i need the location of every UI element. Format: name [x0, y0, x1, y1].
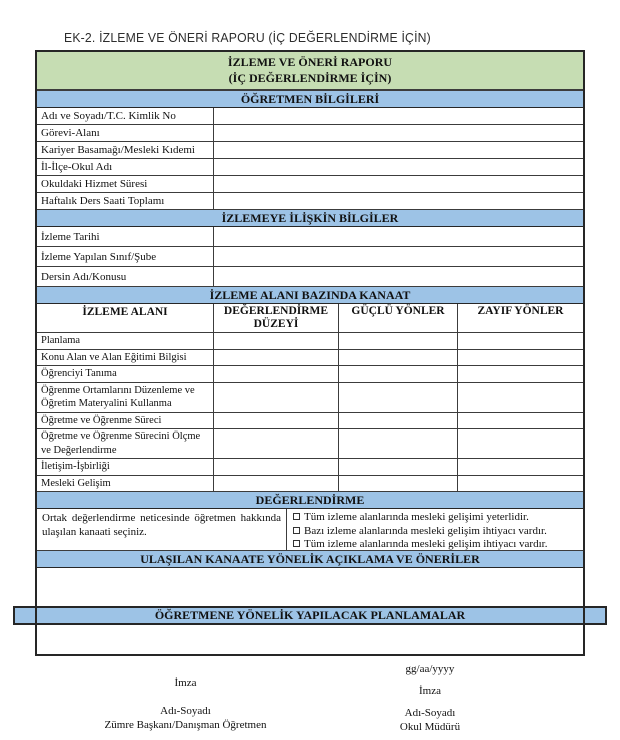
signature-block-principal: [330, 662, 530, 734]
assessment-area-label: İletişim-İşbirliği: [37, 459, 214, 475]
field-label-name-id: Adı ve Soyadı/T.C. Kimlik No: [37, 108, 214, 124]
table-row: [37, 247, 583, 267]
table-row: [37, 476, 583, 493]
section-header-assessment: İZLEME ALANI BAZINDA KANAAT: [37, 287, 583, 304]
evaluation-prompt: Ortak değerlendirme neticesinde öğretmen hakkında ulaşılan kanaati seçiniz.: [37, 509, 287, 550]
table-row: [37, 413, 583, 430]
field-value-career-seniority[interactable]: [214, 142, 583, 158]
table-row: [37, 193, 583, 210]
assessment-area-label: Öğretme ve Öğrenme Süreci: [37, 413, 214, 429]
assessment-area-label: Konu Alan ve Alan Eğitimi Bilgisi: [37, 350, 214, 366]
table-row: [37, 383, 583, 413]
assessment-area-label: Öğretme ve Öğrenme Sürecini Ölçme ve Değerlendirme: [37, 429, 214, 458]
assessment-level-cell[interactable]: [214, 476, 339, 492]
form-main-header-line2: (İÇ DEĞERLENDİRME İÇİN): [228, 71, 392, 85]
assessment-weakness-cell[interactable]: [458, 333, 583, 349]
column-header-monitoring-area: İZLEME ALANI: [37, 304, 214, 332]
evaluation-option[interactable]: [293, 511, 579, 525]
section-header-opinion: ULAŞILAN KANAATE YÖNELİK AÇIKLAMA VE ÖNERİLER: [37, 551, 583, 568]
evaluation-option-label: Tüm izleme alanlarında mesleki gelişim ihtiyacı vardır.: [304, 538, 548, 550]
table-row: [37, 429, 583, 459]
checkbox-icon[interactable]: [293, 513, 300, 520]
opinion-text-area[interactable]: [37, 568, 583, 606]
section-header-planning: ÖĞRETMENE YÖNELİK YAPILACAK PLANLAMALAR: [13, 606, 607, 625]
field-value-name-id[interactable]: [214, 108, 583, 124]
field-value-province-school[interactable]: [214, 159, 583, 175]
column-header-weaknesses: ZAYIF YÖNLER: [477, 305, 564, 317]
signature-name-label: Adı-Soyadı: [160, 705, 211, 717]
form-main-header-line1: İZLEME VE ÖNERİ RAPORU: [227, 55, 393, 69]
table-row: [37, 366, 583, 383]
section-header-monitoring-info: İZLEMEYE İLİŞKİN BİLGİLER: [37, 210, 583, 227]
report-form-table: [35, 50, 585, 656]
assessment-level-cell[interactable]: [214, 459, 339, 475]
field-value-duty-branch[interactable]: [214, 125, 583, 141]
signature-name-label: Adı-Soyadı: [404, 707, 456, 719]
assessment-level-cell[interactable]: [214, 333, 339, 349]
assessment-strength-cell[interactable]: [339, 413, 458, 429]
table-row: [37, 459, 583, 476]
signature-role-label: Okul Müdürü: [399, 721, 461, 733]
assessment-weakness-cell[interactable]: [458, 383, 583, 412]
table-row: [37, 108, 583, 125]
evaluation-row: [37, 509, 583, 551]
field-label-province-school: İl-İlçe-Okul Adı: [37, 159, 214, 175]
field-value-monitoring-date[interactable]: [214, 227, 583, 246]
planning-text-area[interactable]: [37, 625, 583, 654]
field-value-weekly-hours[interactable]: [214, 193, 583, 209]
table-row: [37, 333, 583, 350]
assessment-weakness-cell[interactable]: [458, 366, 583, 382]
assessment-strength-cell[interactable]: [339, 333, 458, 349]
assessment-column-header-row: [37, 304, 583, 333]
field-value-service-time[interactable]: [214, 176, 583, 192]
section-header-teacher-info: ÖĞRETMEN BİLGİLERİ: [37, 91, 583, 108]
evaluation-option-label: Tüm izleme alanlarında mesleki gelişimi yeterlidir.: [304, 511, 529, 523]
assessment-level-cell[interactable]: [214, 350, 339, 366]
field-label-monitoring-date: İzleme Tarihi: [37, 227, 214, 246]
assessment-weakness-cell[interactable]: [458, 459, 583, 475]
section-header-evaluation: DEĞERLENDİRME: [37, 492, 583, 509]
table-row: [37, 176, 583, 193]
checkbox-icon[interactable]: [293, 540, 300, 547]
form-main-header: [37, 52, 583, 91]
table-row: [37, 350, 583, 367]
column-header-evaluation-level: DEĞERLENDİRME DÜZEYİ: [214, 304, 339, 332]
field-label-duty-branch: Görevi-Alanı: [37, 125, 214, 141]
field-label-weekly-hours: Haftalık Ders Saati Toplamı: [37, 193, 214, 209]
signature-date-placeholder: gg/aa/yyyy: [405, 663, 455, 675]
signature-imza-label: İmza: [419, 685, 441, 697]
column-header-strengths: GÜÇLÜ YÖNLER: [339, 304, 458, 332]
assessment-weakness-cell[interactable]: [458, 476, 583, 492]
checkbox-icon[interactable]: [293, 527, 300, 534]
assessment-area-label: Planlama: [37, 333, 214, 349]
field-value-class-branch[interactable]: [214, 247, 583, 266]
table-row: [37, 159, 583, 176]
assessment-strength-cell[interactable]: [339, 476, 458, 492]
signature-block-advisor: [88, 676, 283, 732]
assessment-strength-cell[interactable]: [339, 383, 458, 412]
assessment-weakness-cell[interactable]: [458, 413, 583, 429]
assessment-area-label: Öğrenme Ortamlarını Düzenleme ve Öğretim Materyalini Kullanma: [37, 383, 214, 412]
assessment-strength-cell[interactable]: [339, 429, 458, 458]
table-row: [37, 142, 583, 159]
table-row: [37, 125, 583, 142]
field-label-service-time: Okuldaki Hizmet Süresi: [37, 176, 214, 192]
field-label-lesson-topic: Dersin Adı/Konusu: [37, 267, 214, 286]
table-row: [37, 267, 583, 287]
field-label-career-seniority: Kariyer Basamağı/Mesleki Kıdemi: [37, 142, 214, 158]
assessment-level-cell[interactable]: [214, 383, 339, 412]
assessment-area-label: Mesleki Gelişim: [37, 476, 214, 492]
assessment-strength-cell[interactable]: [339, 366, 458, 382]
signature-imza-label: İmza: [174, 677, 197, 689]
table-row: [37, 227, 583, 247]
evaluation-options: [287, 509, 583, 550]
assessment-level-cell[interactable]: [214, 429, 339, 458]
evaluation-option-label: Bazı izleme alanlarında mesleki gelişim ihtiyacı vardır.: [304, 524, 547, 537]
assessment-level-cell[interactable]: [214, 413, 339, 429]
assessment-level-cell[interactable]: [214, 366, 339, 382]
assessment-weakness-cell[interactable]: [458, 350, 583, 366]
assessment-area-label: Öğrenciyi Tanıma: [37, 366, 214, 382]
assessment-weakness-cell[interactable]: [458, 429, 583, 458]
assessment-strength-cell[interactable]: [339, 459, 458, 475]
evaluation-option[interactable]: [293, 538, 579, 552]
document-title: EK-2. İZLEME VE ÖNERİ RAPORU (İÇ DEĞERLENDİRME İÇİN): [64, 30, 431, 45]
evaluation-option[interactable]: [293, 525, 579, 539]
signature-role-label: Zümre Başkanı/Danışman Öğretmen: [104, 719, 267, 731]
field-label-class-branch: İzleme Yapılan Sınıf/Şube: [37, 247, 214, 266]
field-value-lesson-topic[interactable]: [214, 267, 583, 286]
assessment-strength-cell[interactable]: [339, 350, 458, 366]
